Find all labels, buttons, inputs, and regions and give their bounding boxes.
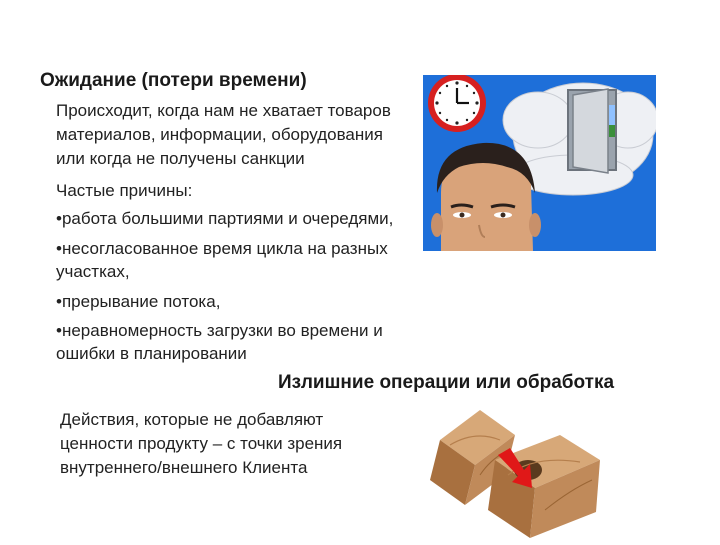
body-line: внутреннего/внешнего Клиента	[60, 458, 308, 477]
section-title-waiting: Ожидание (потери времени)	[40, 70, 307, 91]
bullet-item: •прерывание потока,	[56, 292, 221, 311]
body-line: Действия, которые не добавляют	[60, 410, 324, 429]
section-title-overprocessing: Излишние операции или обработка	[278, 372, 615, 393]
waiting-illustration	[423, 75, 656, 251]
bullet-item: •работа большими партиями и очередями,	[56, 209, 394, 228]
body-line: или когда не получены санкции	[56, 149, 305, 168]
body-line: Частые причины:	[56, 181, 193, 200]
bullet-item: •неравномерность загрузки во времени и	[56, 321, 383, 340]
door-icon	[568, 89, 616, 173]
body-line: Происходит, когда нам не хватает товаров	[56, 101, 391, 120]
wooden-blocks-illustration	[420, 400, 610, 540]
body-line: ценности продукту – с точки зрения	[60, 434, 343, 453]
clock-icon	[428, 75, 486, 132]
bullet-item: •несогласованное время цикла на разных	[56, 239, 388, 258]
body-line: материалов, информации, оборудования	[56, 125, 383, 144]
bullet-item-continuation: участках,	[56, 262, 130, 281]
bullet-item-continuation: ошибки в планировании	[56, 344, 247, 363]
